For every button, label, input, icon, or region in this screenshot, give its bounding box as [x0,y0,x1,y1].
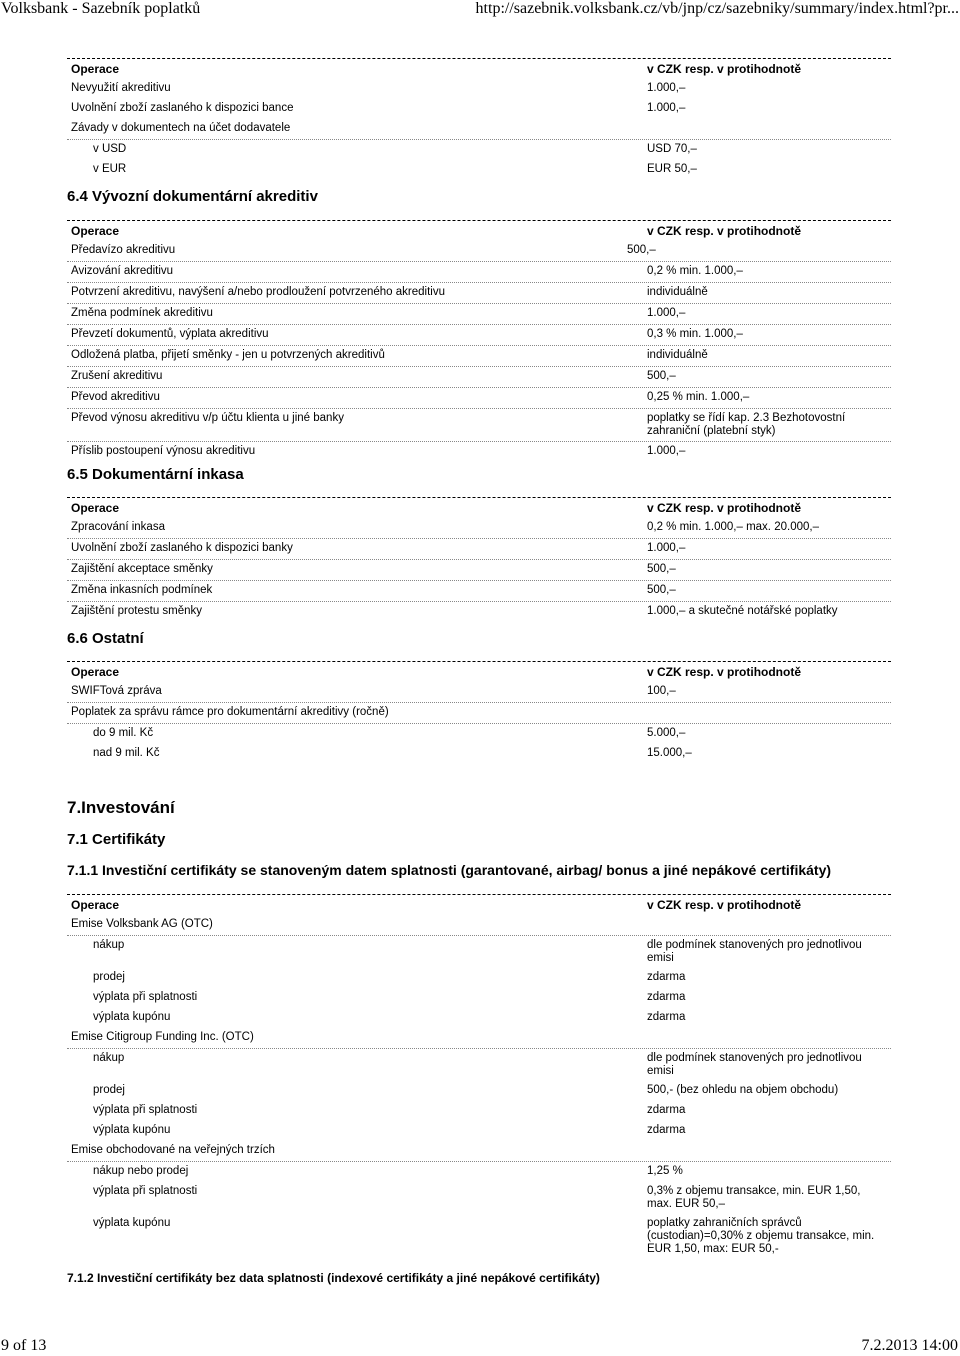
operation-cell: Změna podmínek akreditivu [71,307,213,319]
table-row [67,703,891,724]
table-row [67,915,891,936]
table-header-row [67,220,891,241]
price-cell: EUR 50,– [647,163,697,175]
operation-cell: nad 9 mil. Kč [93,747,160,759]
table-row [67,744,891,764]
price-cell: individuálně [647,349,708,361]
page-title: Volksbank - Sazebník poplatků [1,0,201,17]
operation-cell: Převod akreditivu [71,391,160,403]
section-heading-6-5: 6.5 Dokumentární inkasa [67,466,244,483]
col-header-price: v CZK resp. v protihodnotě [647,62,802,76]
page-url[interactable]: http://sazebnik.volksbank.cz/vb/jnp/cz/sazebniky/summary/index.html?pr... [475,0,959,17]
table-header-row [67,497,891,518]
price-cell: 5.000,– [647,727,686,739]
col-header-operation: Operace [71,501,120,515]
table-row [67,262,891,283]
table-row [67,119,891,140]
price-cell: 1.000,– [647,82,686,94]
col-header-operation: Operace [71,898,120,912]
operation-cell: nákup [93,1052,125,1064]
operation-cell: nákup nebo prodej [93,1165,189,1177]
operation-cell: do 9 mil. Kč [93,727,154,739]
table-row [67,304,891,325]
operation-cell: SWIFTová zpráva [71,685,162,697]
price-cell: 0,3 % min. 1.000,– [647,328,743,340]
table-row [67,1214,891,1260]
col-header-operation: Operace [71,62,120,76]
operation-cell: výplata kupónu [93,1124,171,1136]
table-row [67,367,891,388]
table-header-row [67,894,891,915]
col-header-operation: Operace [71,665,120,679]
operation-cell: výplata při splatnosti [93,1185,198,1197]
operation-cell: Zrušení akreditivu [71,370,163,382]
table-header-row [67,661,891,682]
price-cell: 1.000,– [647,542,686,554]
section-heading-7: 7.Investování [67,798,175,817]
fee-table-ostatni [67,661,891,764]
table-row [67,283,891,304]
col-header-price: v CZK resp. v protihodnotě [647,898,802,912]
section-heading-7-1-1: 7.1.1 Investiční certifikáty se stanoveným datem splatnosti (garantované, airbag/ bonus a jiné nepákové certifikáty) [67,862,832,878]
operation-cell: Předavízo akreditivu [71,244,176,256]
price-cell: 500,– [627,244,656,256]
operation-cell: Uvolnění zboží zaslaného k dispozici bance [71,102,294,114]
operation-cell: výplata při splatnosti [93,1104,198,1116]
price-cell: 1.000,– [647,102,686,114]
table-row [67,241,891,262]
table-row [67,1081,891,1101]
operation-cell: Emise obchodované na veřejných trzích [71,1144,275,1156]
col-header-price: v CZK resp. v protihodnotě [647,501,802,515]
price-cell: 1.000,– [647,307,686,319]
price-cell: poplatky zahraničních správců (custodian)=0,30% z objemu transakce, min. EUR 1,50, max: EUR 50,- [647,1217,875,1255]
operation-cell: Převod výnosu akreditivu v/p účtu klienta u jiné banky [71,412,344,424]
price-cell: 500,– [647,563,676,575]
operation-cell: Odložená platba, přijetí směnky - jen u potvrzených akreditivů [71,349,385,361]
fee-table-akreditiv-continued [67,58,891,180]
price-cell: 500,– [647,584,676,596]
price-cell: dle podmínek stanovených pro jednotlivou emisi [647,939,862,964]
operation-cell: prodej [93,971,125,983]
price-cell: zdarma [647,1124,686,1136]
price-cell: zdarma [647,991,686,1003]
price-cell: 1.000,– a skutečné notářské poplatky [647,605,838,617]
table-row [67,518,891,539]
operation-cell: nákup [93,939,125,951]
operation-cell: Potvrzení akreditivu, navýšení a/nebo prodloužení potvrzeného akreditivu [71,286,445,298]
table-row [67,79,891,99]
table-row [67,1121,891,1141]
operation-cell: v EUR [93,163,127,175]
table-row [67,160,891,180]
operation-cell: Zpracování inkasa [71,521,165,533]
table-row [67,988,891,1008]
operation-cell: prodej [93,1084,125,1096]
operation-cell: Zajištění akceptace směnky [71,563,213,575]
col-header-operation: Operace [71,224,120,238]
table-row [67,1028,891,1049]
operation-cell: Emise Volksbank AG (OTC) [71,918,213,930]
price-cell: 500,– [647,370,676,382]
col-header-price: v CZK resp. v protihodnotě [647,224,802,238]
table-row [67,968,891,988]
table-row [67,581,891,602]
section-heading-6-4: 6.4 Vývozní dokumentární akreditiv [67,188,318,205]
operation-cell: Nevyužití akreditivu [71,82,171,94]
operation-cell: Zajištění protestu směnky [71,605,203,617]
table-row [67,539,891,560]
table-header-row [67,58,891,79]
price-cell: 0,3% z objemu transakce, min. EUR 1,50, max. EUR 50,– [647,1185,861,1210]
table-row [67,1049,891,1081]
operation-cell: Závady v dokumentech na účet dodavatele [71,122,291,134]
print-footer [0,1337,960,1356]
print-header [0,0,960,22]
table-row [67,724,891,744]
price-cell: 0,2 % min. 1.000,– max. 20.000,– [647,521,819,533]
price-cell: zdarma [647,1104,686,1116]
print-datetime: 7.2.2013 14:00 [861,1337,958,1354]
table-row [67,936,891,968]
operation-cell: výplata při splatnosti [93,991,198,1003]
operation-cell: Avizování akreditivu [71,265,174,277]
price-cell: 100,– [647,685,676,697]
section-heading-7-1: 7.1 Certifikáty [67,831,166,848]
price-cell: individuálně [647,286,708,298]
operation-cell: v USD [93,143,127,155]
price-cell: 1.000,– [647,445,686,457]
operation-cell: Emise Citigroup Funding Inc. (OTC) [71,1031,254,1043]
fee-table-export-akreditiv [67,220,891,462]
operation-cell: výplata kupónu [93,1217,171,1229]
table-row [67,1141,891,1162]
table-row [67,1162,891,1182]
table-row [67,682,891,703]
table-row [67,99,891,119]
price-cell: dle podmínek stanovených pro jednotlivou emisi [647,1052,862,1077]
price-cell: 0,2 % min. 1.000,– [647,265,743,277]
table-row [67,409,891,442]
section-heading-6-6: 6.6 Ostatní [67,630,144,647]
operation-cell: Převzetí dokumentů, výplata akreditivu [71,328,269,340]
table-row [67,560,891,581]
section-heading-7-1-2: 7.1.2 Investiční certifikáty bez data splatnosti (indexové certifikáty a jiné nepákové certifikáty) [67,1271,600,1285]
price-cell: 500,- (bez ohledu na objem obchodu) [647,1084,839,1096]
fee-table-certifikaty [67,894,891,1260]
table-row [67,140,891,160]
operation-cell: Změna inkasních podmínek [71,584,213,596]
price-cell: poplatky se řídí kap. 2.3 Bezhotovostní zahraniční (platební styk) [647,412,846,437]
table-row [67,1008,891,1028]
price-cell: zdarma [647,971,686,983]
table-row [67,388,891,409]
operation-cell: Příslib postoupení výnosu akreditivu [71,445,256,457]
operation-cell: Uvolnění zboží zaslaného k dispozici banky [71,542,293,554]
price-cell: zdarma [647,1011,686,1023]
price-cell: USD 70,– [647,143,697,155]
table-row [67,325,891,346]
operation-cell: výplata kupónu [93,1011,171,1023]
page-number: 9 of 13 [1,1337,47,1354]
price-cell: 15.000,– [647,747,692,759]
table-row [67,1182,891,1214]
operation-cell: Poplatek za správu rámce pro dokumentární akreditivy (ročně) [71,706,389,718]
col-header-price: v CZK resp. v protihodnotě [647,665,802,679]
price-cell: 0,25 % min. 1.000,– [647,391,750,403]
table-row [67,346,891,367]
price-cell: 1,25 % [647,1165,683,1177]
table-row [67,602,891,622]
table-row [67,442,891,462]
fee-table-dokumentarni-inkasa [67,497,891,622]
table-row [67,1101,891,1121]
